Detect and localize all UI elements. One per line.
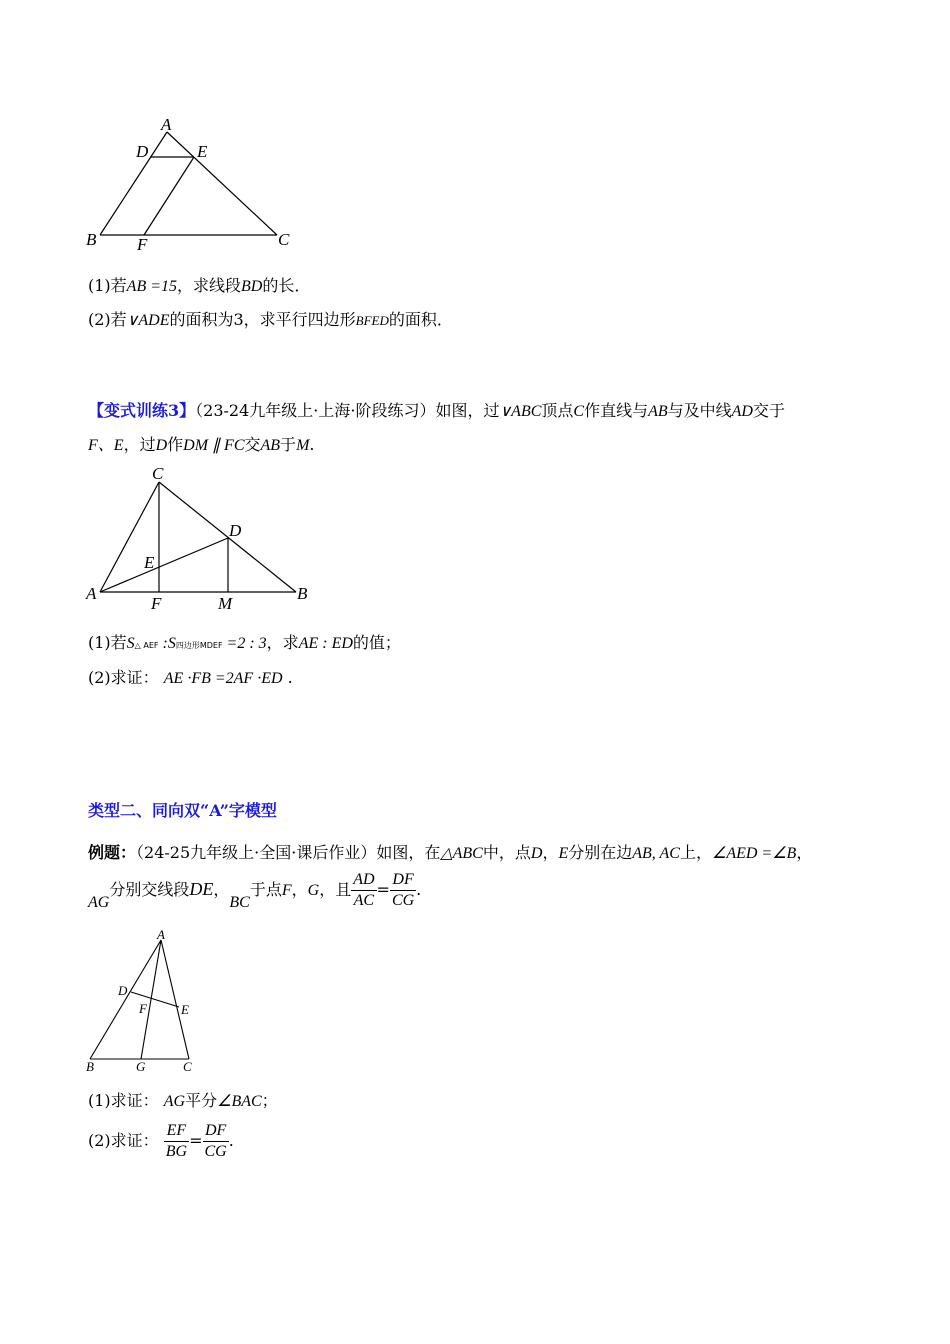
label-F: F (139, 1001, 147, 1016)
figure-1 (80, 110, 310, 260)
label-E: E (181, 1002, 189, 1017)
label-A: A (86, 584, 97, 603)
q2-item-1: (1)若S△ AEF :S四边形MDEF =2 : 3，求AE : ED的值； (88, 633, 401, 652)
variant-tag: 【变式训练3】 (88, 401, 196, 420)
label-E: E (197, 142, 208, 161)
example-line-2: AG分别交线段DE，BC于点F，G，且 $\frac{AD}{AC}$ = $\frac{DF}{CG}$ . (88, 871, 422, 911)
section-title: 类型二、同向双“A”字模型 (88, 801, 277, 820)
example-line-1: 例题：（24-25九年级上·全国·课后作业）如图，在△ABC中，点D，E分别在边AB, AC上，∠AED =∠B， (88, 843, 813, 862)
variant3-line-1: 【变式训练3】（23-24九年级上·上海·阶段练习）如图，过∨ABC顶点C作直线与AB与及中线AD交于 (88, 401, 785, 420)
q1-item-1: (1)若AB =15，求线段BD的长． (88, 276, 311, 295)
q3-item-2: (2)求证： $\frac{EF}{BG}$ = $\frac{DF}{CG}$ . (88, 1122, 234, 1160)
label-D: D (136, 142, 149, 161)
label-G: G (136, 1059, 146, 1074)
fraction-ef-bg: $\frac{EF}{BG}$ (165, 1122, 188, 1160)
fraction-df-cg-2: $\frac{DF}{CG}$ (204, 1122, 227, 1160)
figure-2 (80, 462, 320, 617)
fraction-df-cg: $\frac{DF}{CG}$ (391, 871, 415, 909)
label-E: E (144, 553, 155, 572)
label-F: F (137, 235, 148, 254)
q3-item-1: (1)求证： AG平分∠BAC； (88, 1091, 278, 1110)
label-A: A (161, 115, 172, 134)
label-C: C (152, 464, 164, 483)
label-B: B (86, 230, 97, 249)
label-D: D (118, 983, 128, 998)
label-C: C (183, 1059, 192, 1074)
label-B: B (297, 584, 308, 603)
label-D: D (229, 521, 242, 540)
label-B: B (86, 1059, 94, 1074)
variant3-line-2: F、E，过D作DM ∥ FC交AB于M. (88, 435, 315, 454)
math-ab-15: AB =15 (126, 278, 178, 295)
q2-item-2: (2)求证： AE ·FB =2AF ·ED . (88, 668, 293, 687)
label-A: A (157, 927, 165, 942)
label-C: C (278, 230, 290, 249)
q1-item-2: (2)若∨ADE的面积为3，求平行四边形BFED的面积． (88, 310, 453, 329)
figure-3 (80, 925, 210, 1075)
label-F: F (151, 594, 162, 613)
label-M: M (218, 594, 233, 613)
fraction-ad-ac: $\frac{AD}{AC}$ (353, 871, 375, 909)
